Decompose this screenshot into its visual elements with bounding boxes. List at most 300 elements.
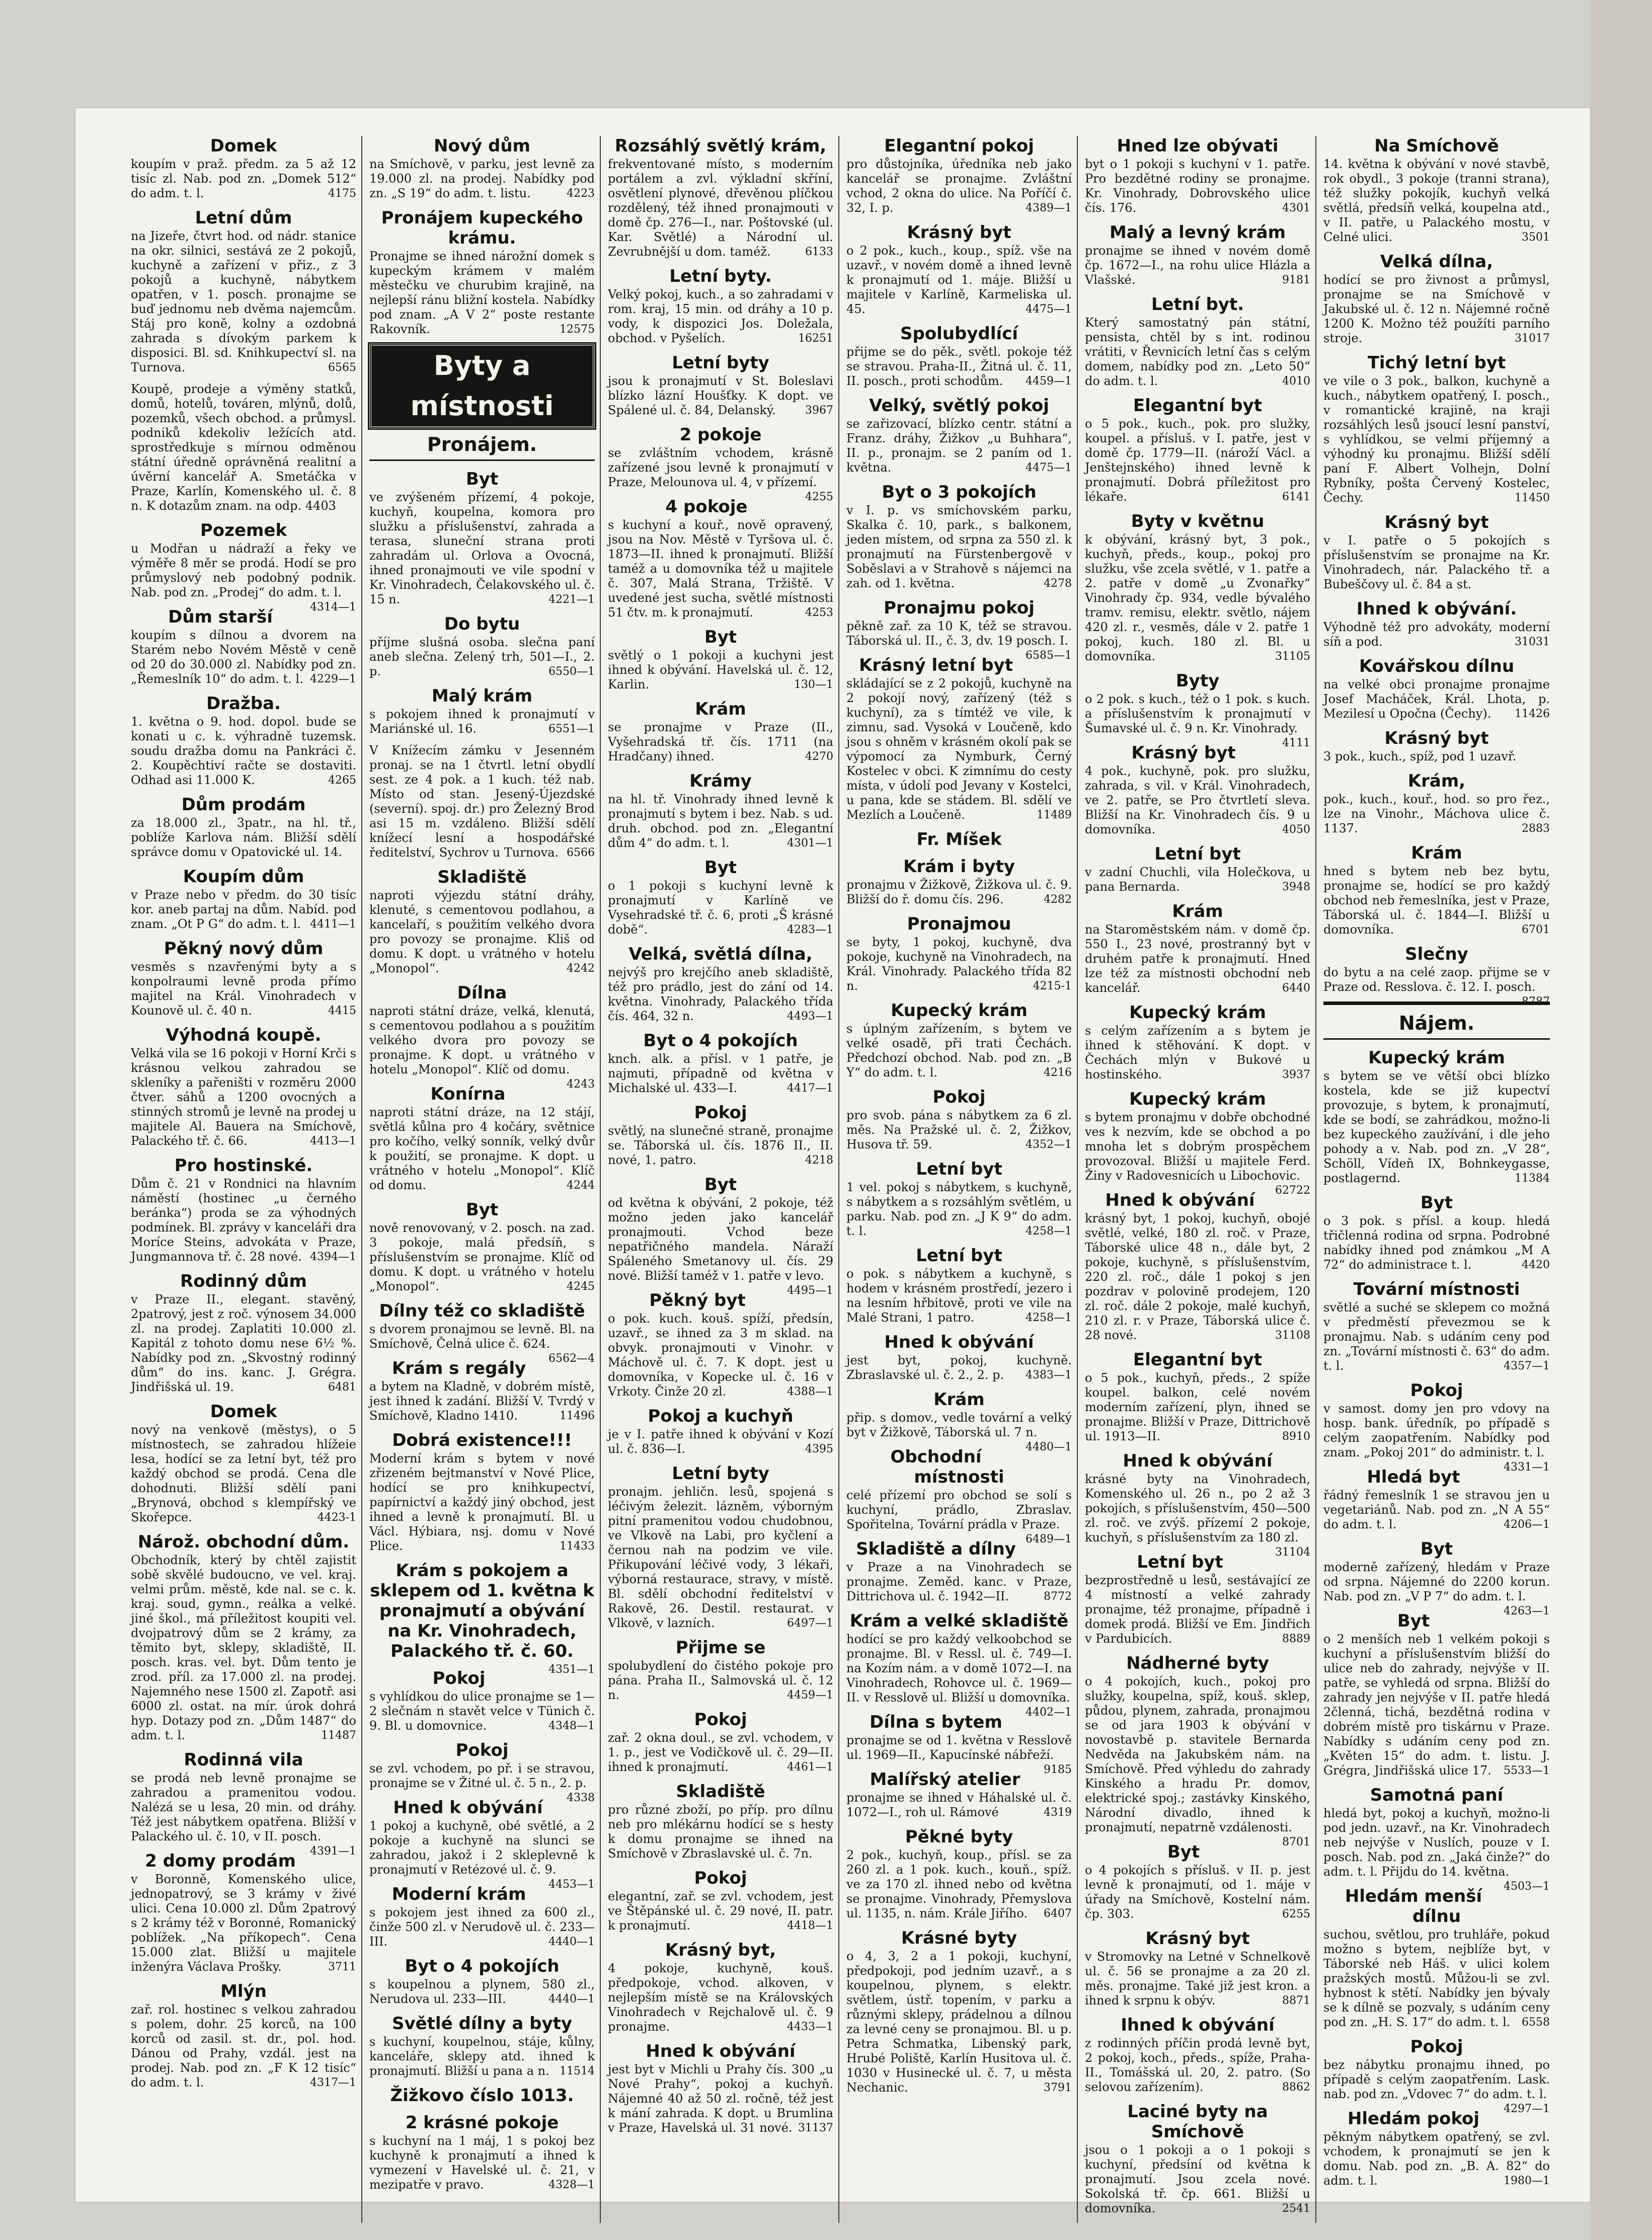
classified-ad [369,136,595,201]
ad-code: 16251 [798,332,833,345]
classified-ad [369,867,595,976]
ad-body [369,1761,595,1804]
classified-ad [369,208,595,337]
ad-code: 4278 [1044,577,1072,590]
ad-text: v Praze a na Vinohradech se pronajme. Zeměd. kanc. v Praze, Dittrichova ul. č. 1942—II. [846,1560,1072,1603]
classified-ad [1323,1279,1550,1373]
classified-ad [131,795,356,860]
classified-ad [369,469,595,607]
ad-text: světlý o 1 pokoji a kuchyni jest ihned k obývání. Havelská ul. č. 12, Karlin. [608,648,833,691]
ad-code: 3937 [1282,1068,1310,1081]
ad-body [1323,273,1550,346]
ad-body [846,1353,1072,1382]
ad-heading: Skladiště a dílny [856,1539,1016,1559]
ad-code: 6407 [1044,1907,1072,1920]
ad-heading: Krám a velké skladiště [849,1611,1069,1631]
ad-text: frekventované místo, s moderním portálem a zvl. výkladní skříní, osvětlení plynové, dřevěnou plíčkou rozdělený, též ihned pronajmouti v domě čp. 276—I., nar. Poštovské (ul. Kar. Světlé) a Národní ul. Zevrubnější u dom. taméž. [608,157,833,259]
ad-heading: Hledá byt [1367,1467,1460,1487]
ad-code: 6133 [805,246,833,258]
ad-code: 4216 [1044,1066,1072,1079]
ad-heading: Pokoj [694,1710,747,1730]
ad-text: do bytu a na celé zaop. přijme se v Praze od. Resslova. č. 12. I. posch. [1323,965,1550,994]
classified-ad [1085,222,1310,287]
ad-body [1085,2143,1310,2216]
ad-code: 4415 [328,1005,356,1017]
ad-text: je v I. patře ihned k obývání v Kozí ul. č. 836—I. [608,1427,833,1456]
ad-text: za 18.000 zl., 3patr., na hl. tř., poblíže Karlova nám. Bližší sdělí správce domu v Opatovické ul. 14. [131,816,356,859]
classified-ad [131,382,356,513]
ad-code: 4493—1 [787,1010,833,1023]
classified-ad [846,1827,1072,1921]
ad-body [608,1803,833,1861]
ad-code: 4258—1 [1026,1311,1072,1324]
ad-text: Koupě, prodeje a výměny statků, domů, hotelů, továren, mlýnů, dolů, pozemků, všech obchod. a průmysl. podniků kdekoliv ležících atd. sprostředkuje s mírnou odměnou státní úředně oprávněná realitní a úvěrní kancelář A. Smetáčka v Praze, Karlín, Komenského ul. č. 8 n. K dotazům znam. na odp. 4403 [131,382,356,513]
ad-heading: Krásný letní byt [859,655,1013,675]
ad-text: s kuchyní na 1 máj, 1 s pokoj bez kuchyně k pronajmutí a ihned k vymezení v Havelské ul. č. 21, v mezipatře v pravo. [369,2134,595,2192]
ad-body [369,2134,595,2192]
ad-heading: Letní byty. [669,266,772,286]
classified-ad [608,353,833,418]
ad-code: 4461—1 [787,1761,833,1773]
ad-code: 11487 [321,1729,356,1742]
ad-heading: Elegantní byt [1133,1350,1263,1370]
ad-text: s vyhlídkou do ulice pronajme se 1—2 slečnám n stavět velce v Tünich č. 9. Bl. u domovnice. [369,1689,595,1733]
ad-text: bezprostředně u lesů, sestávající ze 4 místností a velké zahrady pronajme, též pronajme, případně i domek prodá. Bližší ve Em. Jindřich v Pardubicích. [1085,1573,1310,1646]
ad-code: 6566 [567,846,595,859]
classified-ad [1085,396,1310,504]
section-header: Byty a místnosti [369,344,595,428]
ad-body [369,1451,595,1554]
column-1 [131,136,362,2223]
classified-ad [608,1290,833,1399]
ad-text: k obývání, krásný byt, 3 pok., kuchyň, předs., koup., pokoj pro služku, vše zcela světlé, v 1. patře a 2. patře v domě „u Zvonařky“ Vinohrady čp. 934, vedle bývalého tramv. remisu, elektr. světlo, nájem 420 zl. r., vesměs, dále v 2. patře 1 pokoj, kuch. 180 zl. Bl. u domovníka. [1085,532,1310,663]
ad-text: koupím s dílnou a dvorem na Starém nebo Novém Městě v ceně od 20 do 30.000 zl. Nabídky pod zn. „Řemeslník 10“ do adm. t. l. [131,628,356,686]
classified-ad [369,1561,595,1676]
ad-code: 8787 [1522,995,1550,1008]
ad-code: 4417—1 [787,1082,833,1095]
ad-body [846,244,1072,317]
ad-code: 4351—1 [548,1663,595,1676]
ad-body [846,676,1072,822]
ad-code: 6585—1 [1026,649,1072,662]
ad-text: suchou, světlou, pro truhláře, pokud možno s bytem, nejblíže byt, v Táborské neb Háš. v ulici kolem pražských mostů. Můžou-li se zvl. hybnost k stětí. Nabídky jen bývaly se k dílně se pozvaly, s udáním ceny pod zn. „H. S. 17“ do adm. t. l. [1323,1927,1550,2029]
ad-body [608,157,833,259]
classified-ad [369,1430,595,1554]
ad-heading: Pronajmu pokoj [884,598,1035,618]
ad-code: 4391—1 [310,1845,356,1858]
ad-body [1085,1211,1310,1343]
classified-ad [608,1406,833,1456]
classified-ad [131,208,356,375]
ad-body [608,2062,833,2135]
ad-text: 3 pok., kuch., spíž, pod 1 uzavř. [1323,749,1517,763]
ad-body [1323,1300,1550,1373]
ad-heading: Pěkné byty [905,1827,1013,1847]
ad-text: s kuchyní, koupelnou, stáje, kůlny, kanceláře, sklepy atd. ihned k pronajmutí. Bližší u pana a n. [369,2035,595,2078]
classified-ad [1085,1002,1310,1082]
ad-heading: Byty [1175,671,1220,691]
ad-text: krásné byty na Vinohradech, Komenského ul. 26 n., po 2 až 3 pokojích, s příslušenstvím, 450—500 zl. roč. ve zvýš. přízemí 2 pokoje, kuchyň, s příslušenstvím za 180 zl. [1085,1472,1310,1544]
ad-body [608,1052,833,1096]
ad-text: hledá byt, pokoj a kuchyň, možno-li pod jedn. uzavř., na Kr. Vinohradech neb nejvýše v Nuslích, pouze v I. posch. Nab. pod zn. „Jaká činže?“ do adm. t. l. Přijdu do 14. května. [1323,1806,1550,1879]
ad-body [608,1427,833,1456]
ad-heading: Hned lze obývati [1117,136,1279,156]
ad-heading: Domek [210,1402,277,1422]
classified-ad [1085,2102,1310,2216]
ad-text: v samost. domy jen pro vdovy na hosp. bank. úředník, po případě s celým zaopatřením. Nabídky pod znam. „Pokoj 201“ do administr. t. l. [1323,1402,1550,1459]
ad-code: 4206—1 [1504,1518,1550,1531]
ad-code: 4245 [567,1280,595,1293]
ad-heading: Dům starší [168,607,273,627]
ad-text: hodící se pro živnost a průmysl, pronajme se na Smíchově v Jakubské ul. č. 12 n. Nájemné ročně 1200 K. Možno též použíti parního stroje. [1323,273,1550,345]
classified-ad [846,1000,1072,1080]
ad-heading: Malířský atelier [870,1769,1020,1790]
ad-body [1085,1950,1310,2008]
ad-text: s pokojem jest ihned za 600 zl., činže 500 zl. v Nerudově ul. č. 233—III. [369,1905,595,1949]
ad-body [1323,1069,1550,1186]
ad-heading: Krásný byt [907,222,1011,243]
ad-code: 4282 [1044,893,1072,906]
classified-ad [1323,599,1550,649]
ad-body [1085,157,1310,215]
ad-body [369,1379,595,1423]
ad-code: 11496 [560,1410,595,1422]
ad-code: 31108 [1275,1329,1310,1342]
ad-text: se byty, 1 pokoj, kuchyně, dva pokoje, kuchyně na Vinohradech, na Král. Vinohrady. Palackého třída 82 n. [846,935,1072,993]
classified-ad [1323,1048,1550,1186]
ad-text: ve vile o 3 pok., balkon, kuchyně a kuch., nábytkem opatřený, I. posch., v romantické krajině, na kraji rozsáhlých lesů jsoucí lesní panství, s vyhlídkou, se velmi příjemný a výhodný ku pronajmu. Bližší sdělí paní F. Albert Volhejn, Dolní Rybníky, pošta Červený Kostelec, Čechy. [1323,374,1550,505]
ad-code: 4010 [1282,375,1310,388]
ad-heading: Hned k obývání [1123,1451,1273,1471]
ad-heading: Byt [1397,1611,1430,1631]
ad-heading: Hledám pokoj [1347,2109,1480,2129]
ad-text: na Smíchově, v parku, jest levně za 19.000 zl. na prodej. Nabídky pod zn. „S 19“ do adm. t. listu. [369,157,595,200]
ad-body [608,518,833,620]
classified-ad [369,614,595,679]
ad-heading: Pěkný byt [649,1290,746,1310]
ad-heading: Pokoj [455,1740,509,1760]
ad-heading: Pokoj a kuchyň [648,1406,794,1426]
ad-code: 4402—1 [1026,1706,1072,1719]
ad-body [608,287,833,346]
classified-ad [1323,512,1550,592]
ad-text: příjme slušná osoba. slečna paní aneb slečna. Zelený trh, 501—I., 2. p. [369,635,595,678]
ad-code: 6497—1 [787,1617,833,1630]
ad-text: Výhodně též pro advokáty, moderní síň a pod. [1323,620,1550,649]
ad-heading: Kupecký krám [1129,1002,1266,1023]
classified-ad [846,482,1072,591]
ad-heading: 2 pokoje [679,425,762,445]
ad-text: V Knížecím zámku v Jesenném pronaj. se na 1 čtvrtl. letní obydlí sest. ze 4 pok. a 1 kuch. též nab. Místo od stan. Jesený-Újezdské (severní). spoj. dr.) pro Železný Brod asi 15 m. vzdáleno. Bližší sdělí knížecí lesní a hospodářské ředitelství, Sychrov u Turnova. [369,743,595,860]
ad-text: na Jizeře, čtvrt hod. od nádr. stanice na okr. silnici, sestává ze 2 pokojů, kuchyně a zařízení v přiz., z 3 pokojů a kuchyně, nábytkem opatřen, v 1. posch. pronajme se buď jednomu neb dvěma najemcům. Stáj pro koně, kolny a ozdobná zahrada s dívokým parkem k disposici. Bl. sd. Knihkupectví sl. na Turnova. [131,229,356,374]
ad-heading: Hned k obývání [646,2041,796,2061]
ad-text: elegantní, zař. se zvl. vchodem, jest ve Štěpánské ul. č. 29 nové, II. patr. k pronajmutí. [608,1889,833,1933]
ad-code: 8871 [1282,1994,1310,2007]
ad-body [131,157,356,201]
ad-heading: 4 pokoje [665,497,748,517]
classified-ad [608,944,833,1024]
classified-ad [1085,294,1310,389]
column-3 [608,136,839,2223]
classified-ad [369,2113,595,2192]
classified-ad [1323,771,1550,836]
classified-ad [369,983,595,1091]
ad-code: 8889 [1282,1633,1310,1645]
classified-ad [846,1447,1072,1546]
classified-ad [369,1301,595,1365]
ad-code: 4111 [1282,737,1310,749]
ad-body [1323,1806,1550,1893]
classified-ad [608,1868,833,1933]
ad-body [608,1311,833,1399]
ad-code: 6701 [1522,923,1550,936]
classified-ad [1085,1842,1310,1921]
ad-code: 6141 [1282,491,1310,503]
ad-body [369,1322,595,1365]
classified-ad [131,1750,356,1858]
ad-code: 4223 [567,187,595,200]
ad-text: od května k obývání, 2 pokoje, též možno jeden jako kancelář pronajmouti. Vchod beze nepatřičného mandela. Náraží Spáleného Smetanovy ul. čís. 29 nové. Bližší taméž v 1. patře v levo. [608,1196,833,1283]
ad-heading: Letní byt. [1151,294,1244,315]
ad-text: Obchodník, který by chtěl zajistit sobě skvělé budoucno, ve vel. kraj. velmi prům. městě, kde nal. se c. k. kraj. soud, gymn., reálka a velké. jiné škol., má příležitost koupiti vel. dvojpatrový dům se 2 krámy, za těmito byt, sklepy, skladiště, II. posch. kras. vel. byt. Dům tento je zrod. příl. za 17.000 zl. na prodej. Najemného nese 1500 zl. Zapotř. asi 6000 zl. ostat. na mír. úrok dohrá hyp. Dotazy pod zn. „Dům 1487“ do adm. t. l. [131,1553,356,1742]
classified-ad [846,1712,1072,1776]
ad-code: 6551—1 [548,723,595,735]
classified-ad [1085,1552,1310,1646]
ad-heading: Hledám menší dílnu [1345,1886,1482,1926]
ad-heading: Byt [704,1175,737,1195]
ad-heading: Malý a levný krám [1109,222,1286,243]
classified-ad [608,1710,833,1774]
ad-text: krásný byt, 1 pokoj, kuchyň, obojé světlé, velké, 180 zl. roč. v Praze, Táborské ulice 48 n., dále byt, 2 pokoje, kuchyně, s příslušenstvím, 220 zl. roč., dále 1 pokoj s jen pozdrav v polovině prodejem, 120 zl. roč. dále 2 pokoje, malé kuchyň, 210 zl. r. v Praze, Táborská ulice č. 28 nové. [1085,1211,1310,1342]
ad-code: 4328—1 [548,2179,595,2191]
classified-ad [1323,353,1550,505]
ad-text: moderně zařízený, hledám v Praze od srpna. Nájemné do 2200 korun. Nab. pod zn. „V P 7“ do adm. t. l. [1323,1560,1550,1603]
ad-body [1323,1632,1550,1778]
classified-ad [369,1740,595,1804]
ad-body [131,960,356,1018]
ad-body [1085,922,1310,995]
classified-ad [131,867,356,932]
ad-heading: Fr. Míšek [916,829,1002,849]
ad-body [608,1889,833,1933]
ad-code: 4258—1 [1026,1225,1072,1238]
ad-heading: Ihned k obývání [1121,2015,1275,2035]
ad-heading: Krám i byty [903,857,1015,877]
ad-body [369,888,595,976]
ad-text: nově renovovaný, v 2. posch. na zad. 3 pokoje, malá předsíň, s příslušenstvím se pronajme. Klíč od domu. K dopt. u vrátného v hotelu „Monopol“. [369,1221,595,1293]
ad-text: o 2 pok., kuch., koup., spíž. vše na uzavř., v novém domě a ihned levně k pronajmutí od 1. máje. Bližší u majitele v Karlíně, Karmeliska ul. 45. [846,244,1072,316]
ad-code: 4301—1 [787,837,833,849]
ad-code: 6481 [328,1381,356,1394]
ad-body [1323,677,1550,721]
ad-body [1085,1110,1310,1197]
ad-heading: Pokoj [1410,2037,1463,2057]
classified-ad [131,520,356,613]
classified-ad [1323,728,1550,764]
classified-ad [608,497,833,620]
ad-body [1323,157,1550,245]
ad-text: s kuchyní a kouř., nově opravený, jsou na Nov. Městě v Tyršova ul. č. 1873—II. ihned k pronajmutí. Bližší taméž a u domovníka též u majitele č. 307, Malá Strana, Tržiště. V uvedené jest sucha, světlé místnosti 51 čtv. m. k pronajmutí. [608,518,833,620]
ad-code: 4503—1 [1504,1880,1550,1893]
ad-body [846,1848,1072,1921]
column-6 [1323,136,1555,2223]
ad-heading: Byt [704,858,737,878]
ad-body [846,1560,1072,1604]
classified-ad [608,627,833,692]
ad-body [846,1632,1072,1719]
ad-body [608,1731,833,1774]
ad-text: v I. patře o 5 pokojích s příslušenstvím se pronajme na Kr. Vinohradech, nár. Palackého tř. a Bubeščovy ul. č. 84 a st. [1323,533,1550,591]
ad-code: 4263—1 [1504,1605,1550,1617]
ad-text: na velké obci pronajme pronajme Josef Macháček, Král. Lhota, p. Mezilesí u Opočna (Čechy). [1323,677,1550,721]
ad-text: zař. rol. hostinec s velkou zahradou s polem, dohr. 25 korců, na 100 korců od zasil. st. dr., pol. hod. Dánou od Prahy, vzdál. jest na prodej. Nab. pod zn. „F K 12 tisíc“ do adm. t. l. [131,2002,356,2090]
classified-ad [369,1956,595,2006]
classified-ad [1323,944,1550,1008]
ad-body [1085,417,1310,504]
ad-body [608,965,833,1024]
ad-text: pěkně zař. za 10 K, též se stravou. Táborská ul. II., č. 3, dv. 19 posch. I. [846,619,1072,648]
ad-body [369,157,595,201]
ad-code: 4388—1 [787,1385,833,1398]
ad-code: 4338 [567,1792,595,1804]
classified-ad [131,1271,356,1395]
classified-ad [369,1200,595,1294]
ad-text: jsou k pronajmutí v St. Boleslavi blízko lázní Houšťky. K dopt. ve Spálené ul. č. 84, Delanský. [608,374,833,417]
ad-text: Velký pokoj, kuch., a so zahradami v rom. kraj, 15 min. od dráhy a 10 p. vody, k dispozici Jos. Doležala, obchod. v Pyšelích. [608,287,833,345]
ad-text: ve zvýšeném přízemí, 4 pokoje, kuchyň, koupelna, komora pro služku a příslušenství, zahrada a terasa, sluneční strana proti zahradám ul. Orlova a Ovocná, ihned pronajmouti ve vile spodní v Kr. Vinohradech, Čelakovského ul. č. 15 n. [369,490,595,606]
ad-code: 4389—1 [1026,202,1072,214]
ad-body [846,1949,1072,2095]
ad-heading: Krám [1172,901,1223,921]
ad-heading: Pozemek [200,520,287,540]
ad-text: s celým zařízením a s bytem je ihned k stěhování. K dopt. v Čechách mlýn v Bukové u hostinského. [1085,1024,1310,1082]
ad-code: 4418—1 [787,1919,833,1932]
ad-heading: Slečny [1405,944,1468,964]
classified-ad [1085,136,1310,215]
ad-body [846,345,1072,389]
classified-ad [1085,1190,1310,1343]
section-rule [1323,1001,1550,1005]
ad-text: o 4, 3, 2 a 1 pokoji, kuchyní, předpokoji, pod jedním uzavř., a s koupelnou, plynem, s elektr. světlem, ústř. topením, v parku a různými sklepy, prádelnou a dílnou za levné ceny se pronajmou. Bl. u p. Petra Schmatka, Libenský park, Hrubé Poliště, Karlín Husitova ul. č. 1030 v Husinecké ul. č. 7, u města Nechanic. [846,1949,1072,2095]
ad-code: 6440 [1282,982,1310,994]
ad-body [369,707,595,736]
ad-body [1085,532,1310,664]
ad-text: řádný řemeslník 1 se stravou jen u vegetariánů. Nab. pod zn. „N A 55“ do adm. t. l. [1323,1488,1550,1531]
ad-heading: Nádherné byty [1126,1653,1269,1673]
ad-text: v Stromovky na Letné v Schnelkově ul. č. 56 se pronajme a za 20 zl. měs. pronajme. Také již jest kron. a ihned k srpnu k obýv. [1085,1950,1310,2007]
classified-ad [1085,1451,1310,1559]
classified-ad [846,1928,1072,2095]
subhead-najem: Nájem. [1323,1012,1550,1040]
ad-heading: Letní byt [916,1159,1002,1179]
classified-ad [1323,843,1550,937]
ad-body [1323,2130,1550,2188]
ad-body [608,1124,833,1168]
ad-code: 4383—1 [1026,1369,1072,1381]
ad-heading: Velký, světlý pokoj [869,396,1049,416]
ad-text: s dvorem pronajmou se levně. Bl. na Smíchově, Čelná ulice č. 624. [369,1322,595,1351]
ad-heading: Tichý letní byt [1367,353,1506,373]
classified-ad [846,1769,1072,1820]
ad-text: se pronajme v Praze (II., Vyšehradská tř. čís. 1711 (na Hradčany) ihned. [608,720,833,763]
ad-text: s úplným zařízením, s bytem ve velké osadě, při trati Čechách. Předchozí obchod. Nab. pod zn. „B Y“ do adm. t. l. [846,1022,1072,1079]
ad-heading: Nárož. obchodní dům. [137,1532,350,1552]
ad-heading: Krám, [1407,771,1466,791]
ad-heading: Skladiště [437,867,527,887]
ad-heading: Do bytu [444,614,520,634]
ad-code: 3501 [1522,231,1550,244]
ad-body [131,1292,356,1395]
ad-text: o 4 pokojích s přísluš. v II. p. jest levně k pronajmutí, od 1. máje v úřady na Smíchově, Kostelní nám. čp. 303. [1085,1863,1310,1921]
classified-ad [369,1798,595,1891]
classified-ad [131,1851,356,1974]
ad-code: 6562—4 [548,1352,595,1365]
ad-code: 31017 [1515,332,1550,345]
ad-body [1323,533,1550,592]
ad-text: se zvl. vchodem, po př. i se stravou, pronajme se v Žitné ul. č. 5 n., 2. p. [369,1761,595,1790]
ad-text: a bytem na Kladně, v dobrém místě, jest ihned k zadání. Bližší V. Tvrdý v Smíchově, Kladno 1410. [369,1379,595,1423]
classified-ad [1085,1928,1310,2008]
ad-heading: Rodinný dům [180,1271,307,1291]
classified-ad [608,1940,833,2034]
ad-heading: Hned k obývání [884,1332,1034,1352]
ad-code: 31031 [1515,636,1550,648]
ad-body [1085,1863,1310,1921]
classified-ad [369,1668,595,1733]
ad-heading: Pokoj [694,1103,747,1123]
ad-heading: Elegantní pokoj [884,136,1034,156]
ad-text: o 2 menších neb 1 velkém pokoji s kuchyní a příslušenstvím bližší do ulice neb do zahrady, nejvýše v II. patře, se vyhledá od srpna. Bližší do zahrady jen nejvýše v II. patře hledá 2členná, tichá, bezdětná rodina v dobrém místě pro tiskárnu v Praze. Nabídky s udáním ceny pod zn. „Květen 15“ do adm. t. listu. J. Grégra, Jindřišská ulice 17. [1323,1632,1550,1778]
ad-body [1323,1560,1550,1617]
ad-heading: Přijme se [675,1638,766,1658]
ad-text: světlé a suché se sklepem co možná v předměstí převezmou se k pronajmu. Nab. s udáním ceny pod zn. „Tovární místnosti č. 63“ do adm. t. l. [1323,1300,1550,1373]
ad-code: 4218 [805,1154,833,1167]
ad-heading: Ihned k obývání. [1356,599,1517,619]
ad-heading: 2 krásné pokoje [405,2113,559,2133]
ad-code: 31104 [1275,1546,1310,1559]
ad-body [1323,864,1550,937]
ad-heading: Byt [1420,1193,1453,1213]
ad-code: 4283—1 [787,923,833,936]
ad-text: knch. alk. a přísl. v 1 patře, je najmuti, případně od května v Michalské ul. 433—I. [608,1052,833,1095]
ad-body [1323,620,1550,649]
ad-body [1323,965,1550,1008]
ad-body [369,490,595,607]
ad-text: nejvýš pro krejčího aneb skladiště, též pro prádlo, jest do zání od 14. května. Vinohrady, Palackého třída čís. 464, 32 n. [608,965,833,1023]
ad-code: 4050 [1282,823,1310,836]
ad-text: o 5 pok., kuch., pok. pro služky, koupel. a přísluš. v I. patře, jest v domě čp. 1779—II. (nároží Václ. a Jenštejnského) ihned levně k pronajmutí. Dobrá příležitost pro lékaře. [1085,417,1310,504]
ad-body [131,382,356,513]
ad-heading: Dům prodám [181,795,306,815]
ad-code: 4253 [805,606,833,619]
classified-ad [608,1782,833,1861]
ad-text: jest byt, pokoj, kuchyně. Zbraslavské ul. č. 2., 2. p. [846,1353,1072,1382]
ad-body [1085,764,1310,837]
classified-ad [1323,1193,1550,1272]
classified-ad [608,1463,833,1631]
ad-text: koupím v praž. předm. za 5 až 12 tisíc zl. Nab. pod zn. „Domek 512“ do adm. t. l. [131,157,356,200]
classified-ad [131,1025,356,1148]
ad-code: 4480—1 [1026,1441,1072,1453]
ad-code: 11433 [560,1540,595,1553]
ad-heading: Obchodní místnosti [890,1447,1004,1487]
ad-heading: Byt [1420,1539,1453,1559]
ad-text: pronajme se od 1. května v Resslově ul. 1969—II., Kapucínské nábřeží. [846,1733,1072,1762]
ad-code: 62722 [1275,1184,1310,1197]
ad-body [369,249,595,337]
ad-code: 6565 [328,361,356,374]
classified-ad [1323,2109,1550,2188]
